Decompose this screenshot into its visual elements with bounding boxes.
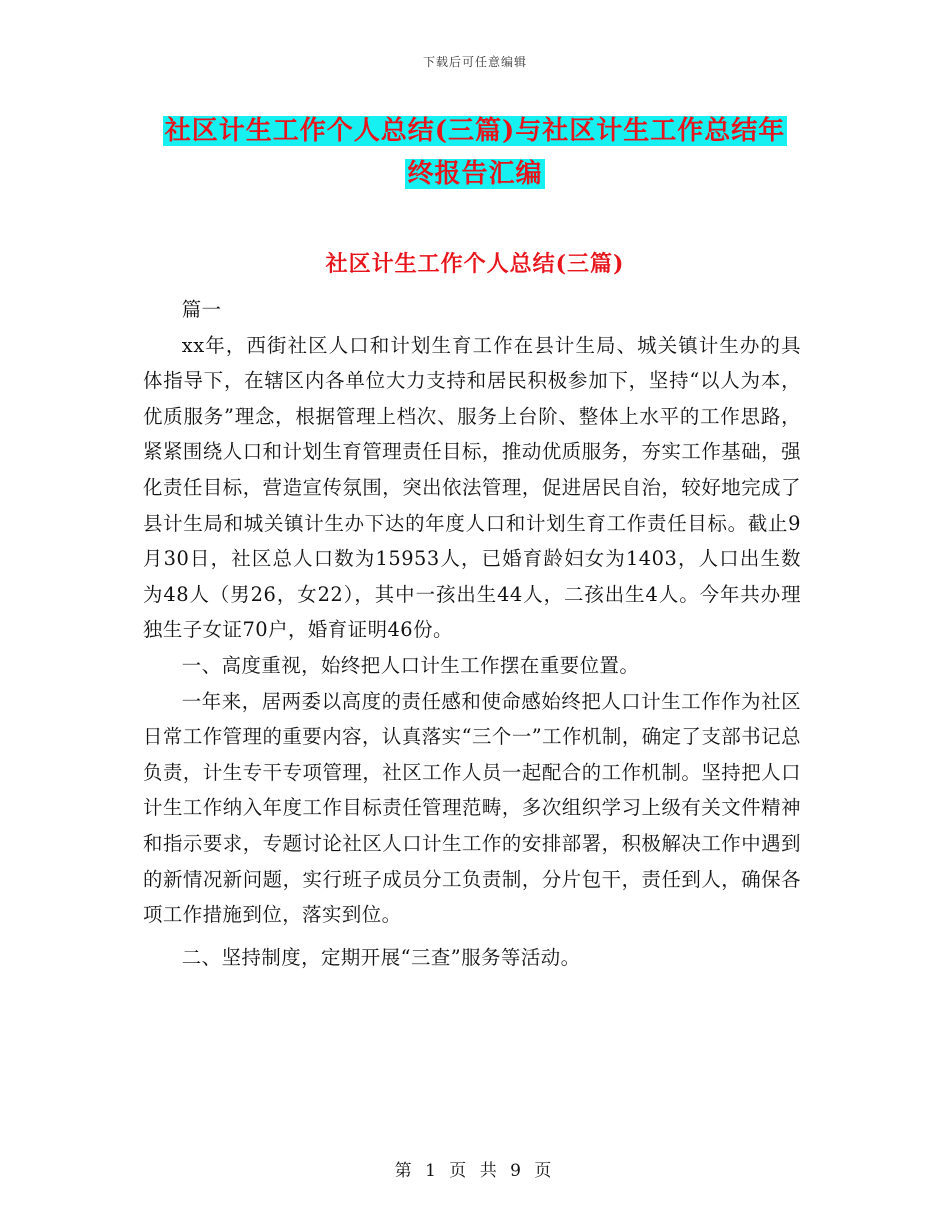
section-heading: 一、高度重视，始终把人口计生工作摆在重要位置。 [181, 653, 640, 677]
section-heading: 二、坚持制度，定期开展“三查”服务等活动。 [181, 945, 581, 969]
section-title: 社区计生工作个人总结(三篇) [325, 251, 625, 277]
page-footer: 第 1 页 共 9 页 [394, 1161, 556, 1181]
body-paragraph: xx年，西街社区人口和计划生育工作在县计生局、城关镇计生办的具体指导下，在辖区内各单位大力支持和居民积极参加下，坚持“以人为本，优质服务”理念，根据管理上档次、服务上台阶、整体上水平的工作思路，紧紧围绕人口和计划生育管理责任目标，推动优质服务，夯实工作基础，强化责任目标，营造宣传氛围，突出依法管理，促进居民自治，较好地完成了县计生局和城关镇计生办下达的年度人口和计划生育工作责任目标。截止9月30日，社区总人口数为15953人，已婚育龄妇女为1403，人口出生数为48人（男26，女22），其中一孩出生44人，二孩出生4人。今年共办理独生子女证70户，婚育证明46份。 [143, 333, 801, 642]
document-title [140, 110, 810, 196]
chapter-label: 篇一 [181, 298, 222, 321]
document-title-line-1: 社区计生工作个人总结(三篇)与社区计生工作总结年 [164, 116, 786, 146]
header-note: 下载后可任意编辑 [422, 55, 527, 69]
document-body [143, 292, 801, 975]
body-paragraph: 一年来，居两委以高度的责任感和使命感始终把人口计生工作作为社区日常工作管理的重要内容，认真落实“三个一”工作机制，确定了支部书记总负责，计生专干专项管理，社区工作人员一起配合的工作机制。坚持把人口计生工作纳入年度工作目标责任管理范畴，多次组织学习上级有关文件精神和指示要求，专题讨论社区人口计生工作的安排部署，积极解决工作中遇到的新情况新问题，实行班子成员分工负责制，分片包干，责任到人，确保各项工作措施到位，落实到位。 [143, 689, 801, 927]
document-title-line-2: 终报告汇编 [407, 159, 543, 189]
